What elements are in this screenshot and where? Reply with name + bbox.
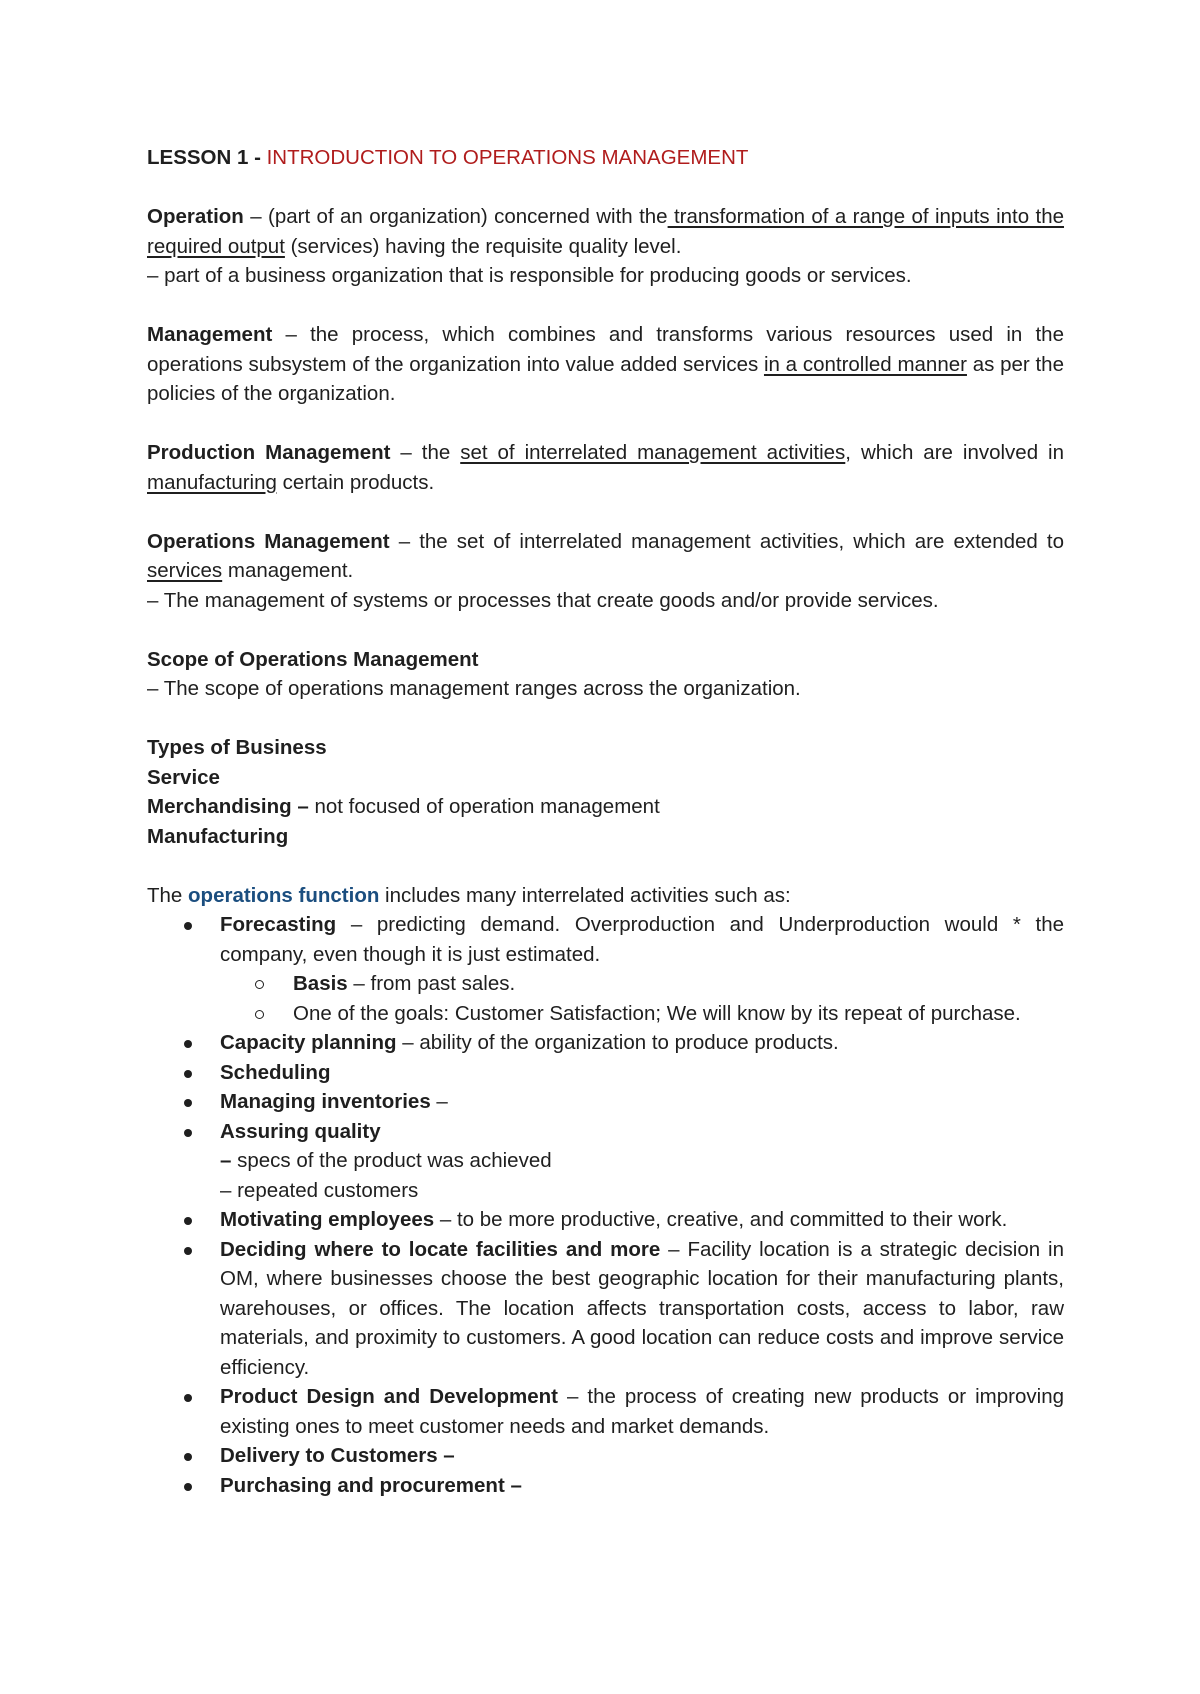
list-item-assuring-quality: Assuring quality – specs of the product was achieved – repeated customers — [147, 1117, 1064, 1206]
type-service: Service — [147, 765, 220, 789]
list-item-motivating-employees: Motivating employees – to be more productive, creative, and committed to their work. — [147, 1205, 1064, 1235]
scope-text: – The scope of operations management ranges across the organization. — [147, 677, 801, 700]
list-item-capacity-planning: Capacity planning – ability of the organization to produce products. — [147, 1028, 1064, 1058]
forecasting-sublist — [220, 969, 1064, 1028]
operation-definition: Operation – (part of an organization) concerned with the transformation of a range of inputs into the required output (services) having the requisite quality level. — [147, 205, 1065, 258]
list-item-scheduling: Scheduling — [147, 1058, 1064, 1088]
types-heading: Types of Business — [147, 736, 327, 759]
type-manufacturing: Manufacturing — [147, 824, 289, 848]
type-merchandising: Merchandising – not focused of operation management — [147, 795, 660, 818]
sublist-item-goals: One of the goals: Customer Satisfaction; We will know by its repeat of purchase. — [220, 999, 1064, 1029]
list-item-purchasing: Purchasing and procurement – — [147, 1471, 1064, 1501]
list-item-facility-location: Deciding where to locate facilities and more – Facility location is a strategic decision in OM, where businesses choose the best geographic location for their manufacturing plants, warehouses, or offices. The location affects transportation costs, access to labor, raw materials, and proximity to customers. A good location can reduce costs and improve service efficiency. — [147, 1235, 1064, 1383]
management-definition: Management – the process, which combines and transforms various resources used in the operations subsystem of the organization into value added services in a controlled manner as per the policies of the organization. — [147, 323, 1064, 405]
operations-function-intro: The operations function includes many interrelated activities such as: — [147, 883, 791, 907]
activities-list — [147, 910, 1064, 1500]
management-term: Management — [147, 323, 273, 346]
list-item-forecasting: Forecasting – predicting demand. Overproduction and Underproduction would * the company, even though it is just estimated. Basis – from past sales. One of the goals: Customer Satisfaction; We will know by its repeat of purchase. — [147, 910, 1064, 1028]
lesson-title — [147, 143, 1064, 173]
operations-management-definition: Operations Management – the set of interrelated management activities, which are extended to services management. — [147, 529, 1064, 582]
operation-definition-2: – part of a business organization that is responsible for producing goods or services. — [147, 264, 912, 287]
production-management-term: Production Management — [147, 441, 391, 464]
operation-term: Operation — [147, 205, 244, 228]
list-item-delivery: Delivery to Customers – — [147, 1441, 1064, 1471]
production-management-definition: Production Management – the set of interrelated management activities, which are involved in manufacturing certain products. — [147, 441, 1065, 494]
operations-management-definition-2: – The management of systems or processes that create goods and/or provide services. — [147, 588, 939, 612]
document-body — [147, 143, 1064, 1500]
operations-management-term: Operations Management — [147, 529, 390, 553]
lesson-number: LESSON 1 - — [147, 146, 267, 169]
list-item-managing-inventories: Managing inventories – — [147, 1087, 1064, 1117]
scope-heading: Scope of Operations Management — [147, 647, 479, 671]
lesson-heading: INTRODUCTION TO OPERATIONS MANAGEMENT — [266, 146, 749, 169]
operations-function-term: operations function — [188, 883, 380, 907]
sublist-item-basis: Basis – from past sales. — [220, 969, 1064, 999]
list-item-product-design: Product Design and Development – the process of creating new products or improving existing ones to meet customer needs and market demands. — [147, 1382, 1064, 1441]
